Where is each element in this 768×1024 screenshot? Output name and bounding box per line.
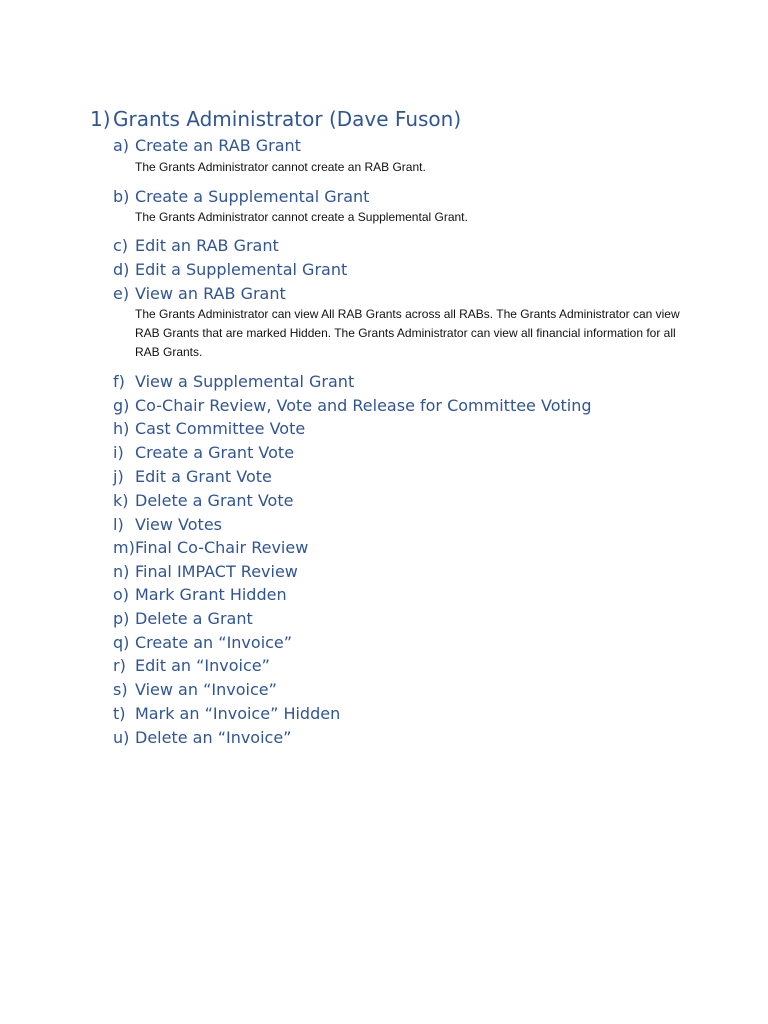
item-letter: d) [113,260,130,279]
item-title: Edit a Grant Vote [135,467,272,486]
item-title: Mark an “Invoice” Hidden [135,704,341,723]
list-item [113,656,270,676]
item-letter: o) [113,585,130,604]
item-letter: j) [113,467,124,486]
item-letter: a) [113,136,130,155]
list-item [113,372,354,392]
list-item [113,491,293,511]
list-item [113,187,369,207]
list-item [113,538,308,558]
item-title: Delete an “Invoice” [135,728,292,747]
list-item [113,704,340,724]
section-number: 1) [90,107,111,131]
item-letter: l) [113,515,124,534]
item-title: View Votes [135,515,222,534]
list-item [113,728,291,748]
item-description: The Grants Administrator cannot create a Supplemental Grant. [135,210,468,224]
item-letter: b) [113,187,130,206]
item-letter: r) [113,656,126,675]
list-item [113,443,294,463]
item-letter: i) [113,443,124,462]
item-title: Edit an “Invoice” [135,656,270,675]
item-letter: h) [113,419,130,438]
item-title: Co-Chair Review, Vote and Release for Committee Voting [135,396,592,415]
item-letter: f) [113,372,125,391]
item-letter: e) [113,284,130,303]
list-item [113,284,286,304]
item-description: The Grants Administrator cannot create an RAB Grant. [135,160,426,174]
item-title: Edit an RAB Grant [135,236,279,255]
item-title: View an “Invoice” [135,680,277,699]
list-item [113,419,305,439]
item-title: Final Co-Chair Review [135,538,309,557]
item-description: The Grants Administrator can view All RAB Grants across all RABs. The Grants Administrator can view RAB Grants that are marked Hidden. The Grants Administrator can view all financial information for all RAB Grants. [135,307,680,359]
item-title: Create a Grant Vote [135,443,295,462]
list-item [113,609,253,629]
item-title: Delete a Grant Vote [135,491,294,510]
list-item [113,680,277,700]
list-item [113,260,347,280]
item-letter: c) [113,236,129,255]
item-letter: t) [113,704,126,723]
item-letter: u) [113,728,130,747]
item-letter: p) [113,609,130,628]
item-letter: g) [113,396,130,415]
list-item [113,633,292,653]
list-item [113,585,287,605]
item-letter: s) [113,680,128,699]
item-title: Final IMPACT Review [135,562,298,581]
section-title: Grants Administrator (Dave Fuson) [113,107,462,131]
list-item [113,236,279,256]
item-title: Delete a Grant [135,609,253,628]
item-title: Edit a Supplemental Grant [135,260,348,279]
item-title: View a Supplemental Grant [135,372,355,391]
item-letter: m) [113,538,135,557]
list-item [113,396,592,416]
item-title: Create an “Invoice” [135,633,293,652]
item-title: Create an RAB Grant [135,136,301,155]
section-heading [90,107,461,131]
list-item [113,136,301,156]
item-title: View an RAB Grant [135,284,286,303]
item-letter: q) [113,633,130,652]
item-letter: n) [113,562,130,581]
item-letter: k) [113,491,129,510]
list-item [113,562,298,582]
list-item [113,515,222,535]
list-item [113,467,272,487]
item-title: Create a Supplemental Grant [135,187,370,206]
item-title: Cast Committee Vote [135,419,306,438]
item-title: Mark Grant Hidden [135,585,287,604]
